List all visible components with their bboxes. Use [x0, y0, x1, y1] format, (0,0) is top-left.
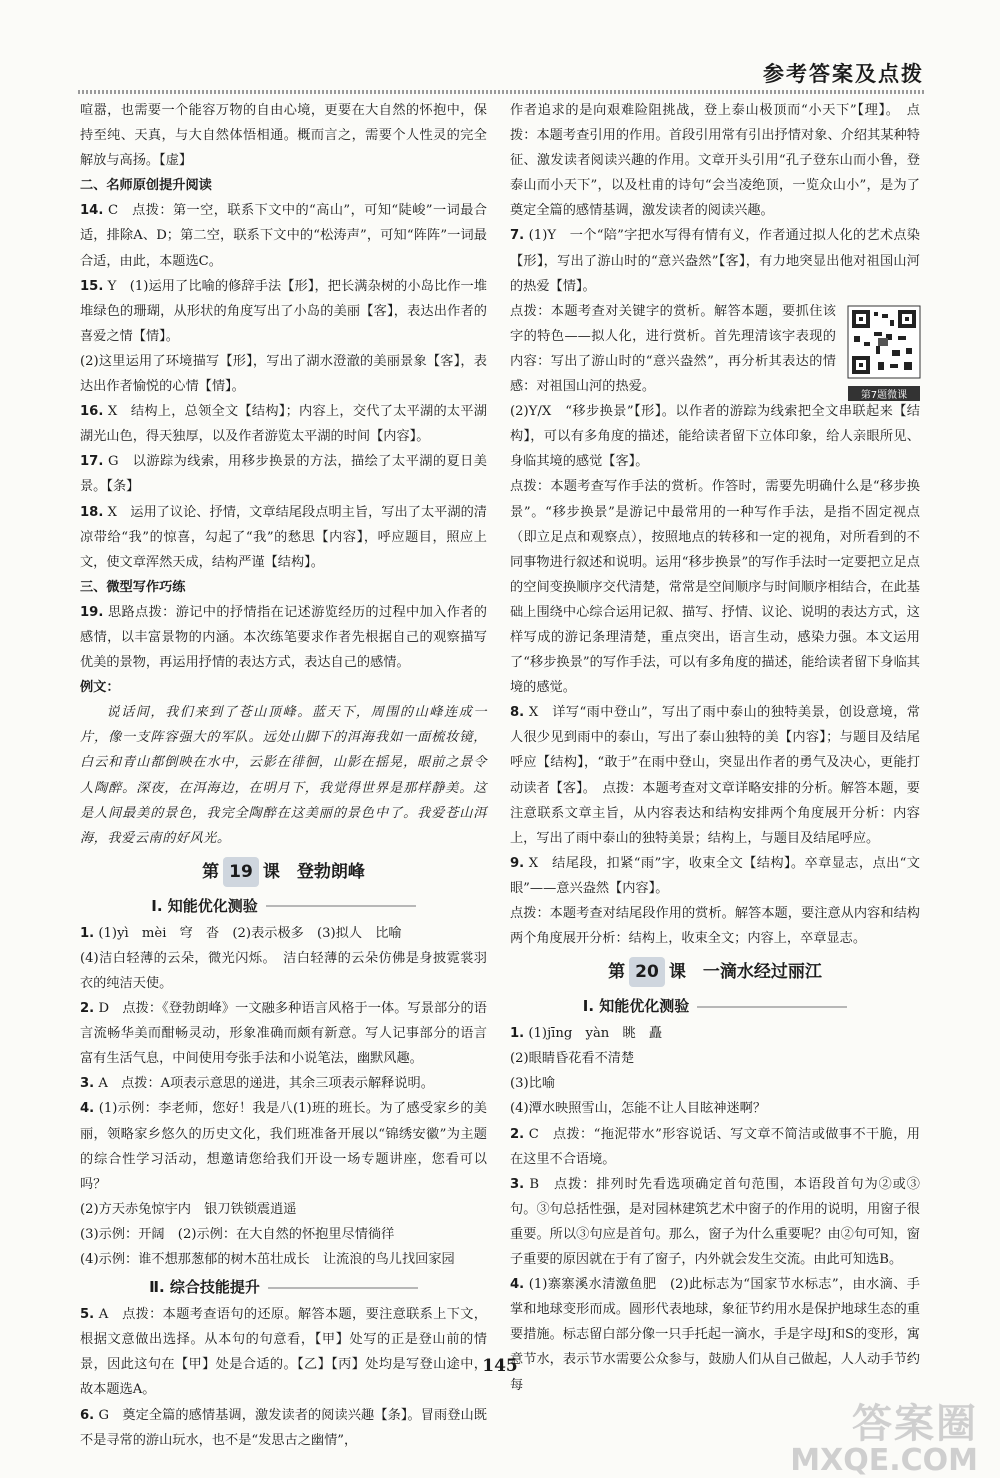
- answer-text: A 点拨：A项表示意思的递进，其余三项表示解释说明。: [98, 1076, 434, 1092]
- answer-number: 4.: [510, 1277, 525, 1293]
- answer-paragraph: (4)示例：谁不想那葱郁的树木茁壮成长 让流浪的鸟儿找回家园: [80, 1252, 455, 1268]
- subsection-heading: [80, 1272, 487, 1302]
- answer-item: [510, 1172, 920, 1272]
- answer-text: X 结构上，总领全文【结构】；内容上，交代了太平湖的太平湖湖光山色，得天独厚，以及作者游览太平湖的时间【内容】。: [80, 404, 487, 445]
- answer-number: 17.: [80, 454, 104, 470]
- lesson-name: 课 一滴水经过丽江: [668, 962, 822, 983]
- answer-number: 2.: [510, 1126, 525, 1142]
- answer-item: [80, 274, 487, 349]
- header-divider: [78, 90, 924, 94]
- answer-item: [80, 399, 487, 449]
- answer-number: 2.: [80, 1001, 95, 1017]
- answer-number: 7.: [510, 228, 525, 244]
- answer-item: [80, 500, 487, 575]
- subsection-label: Ⅰ. 知能优化测验: [151, 896, 258, 915]
- answer-text: D 点拨：《登勃朗峰》一文融多种语言风格于一体。写景部分的语言流畅华美而酣畅灵动，形象准确而颇有新意。写人记事部分的语言富有生活气息，中间使用夸张手法和小说笔法，幽默风趣。: [80, 1001, 487, 1067]
- qr-caption: 第7题微课: [848, 386, 920, 401]
- answer-item: [80, 996, 487, 1071]
- page-header: [78, 58, 924, 88]
- right-column: [510, 98, 920, 1393]
- qr-code-icon: [848, 306, 920, 380]
- answer-item: [80, 1302, 487, 1402]
- answer-number: 4.: [80, 1101, 95, 1117]
- answer-paragraph: (4)潭水映照雪山，怎能不让人目眩神迷啊？: [510, 1101, 767, 1117]
- answer-paragraph: 点拨：本题考查对结尾段作用的赏析。解答本题，要注意从内容和结构两个角度展开分析：结构上，收束全文；内容上，卒章显志。: [510, 906, 920, 947]
- answer-number: 3.: [80, 1076, 95, 1092]
- answer-number: 5.: [80, 1307, 95, 1323]
- answer-text: (1)yì mèi 穹 沓 (2)表示极多 (3)拟人 比喻: [98, 925, 402, 941]
- watermark-logo: [790, 1392, 978, 1478]
- lesson-prefix: 第: [202, 861, 220, 882]
- answer-number: 3.: [510, 1176, 525, 1192]
- example-essay: 说话间，我们来到了苍山顶峰。蓝天下，周围的山峰连成一片，像一支阵容强大的军队。远处山脚下的洱海我如一面梳妆镜，白云和青山都倒映在水中，云影在徘徊，山影在摇晃，眼前之景令人陶醉。深夜，在洱海边，在明月下，我觉得世界是那样静美。这是人间最美的景色，我完全陶醉在这美丽的景色中了。我爱苍山洱海，我爱云南的好风光。: [80, 705, 487, 846]
- answer-text: G 奠定全篇的感情基调，激发读者的阅读兴趣【条】。冒雨登山既不是寻常的游山玩水，也不是“发思古之幽情”，: [80, 1407, 487, 1448]
- answer-item: [510, 700, 920, 851]
- answer-paragraph: 点拨：本题考查写作手法的赏析。作答时，需要先明确什么是“移步换景”。“移步换景”是游记中最常用的一种写作手法，是指不固定视点（即立足点和观察点），按照地点的转移和一定的视角，对所看到的不同事物进行叙述和说明。运用“移步换景”的写作手法时一定要把立足点的空间变换顺序交代清楚，常常是空间顺序与时间顺序相结合，在此基础上围绕中心综合运用记叙、描写、抒情、议论、说明的表达方式，这样写成的游记条理清楚，重点突出，语言生动，感染力强。本文运用了“移步换景”的写作手法，可以有多角度的描述，能给读者留下身临其境的感觉。: [510, 479, 920, 696]
- answer-text: (1)Y 一个“陪”字把水写得有情有义，作者通过拟人化的艺术点染【形】，写出了游山时的“意兴盎然”【客】，有力地突显出他对祖国山河的热爱【情】。: [510, 228, 920, 294]
- subsection-rule: [266, 905, 416, 907]
- answer-paragraph: (2)眼睛昏花看不清楚: [510, 1051, 635, 1067]
- lesson-name: 课 登勃朗峰: [262, 861, 365, 882]
- answer-paragraph: (2)这里运用了环境描写【形】，写出了湖水澄澈的美丽景象【客】，表达出作者愉悦的心情【情】。: [80, 353, 487, 395]
- answer-number: 14.: [80, 203, 104, 219]
- subsection-heading: [80, 891, 487, 921]
- page-number: 145: [482, 1356, 518, 1376]
- answer-number: 9.: [510, 855, 525, 871]
- answer-paragraph: 作者追求的是向艰难险阻挑战，登上泰山极顶而“小天下”【理】。 点拨：本题考查引用的作用。首段引用常有引出抒情对象、介绍其某种特征、激发读者阅读兴趣的作用。文章开头引用“孔子登东山而小鲁，登泰山而小天下”，以及杜甫的诗句“会当凌绝顶，一览众山小”，是为了奠定全篇的感情基调，激发读者的阅读兴趣。: [510, 103, 920, 219]
- answer-paragraph: (3)示例：开阔 (2)示例：在大自然的怀抱里尽情徜徉: [80, 1226, 395, 1242]
- answer-text: 思路点拨：游记中的抒情指在记述游览经历的过程中加入作者的感情，以丰富景物的内涵。本次练笔要求作者先根据自己的观察描写优美的景物，再运用抒情的表达方式，表达自己的感情。: [80, 604, 487, 671]
- left-column: [80, 98, 487, 1448]
- lesson-title: [80, 857, 487, 887]
- answer-number: 1.: [510, 1026, 525, 1042]
- answer-text: X 结尾段，扣紧“雨”字，收束全文【结构】。卒章显志，点出“文眼”——意兴盎然【内容】。: [510, 855, 920, 896]
- answer-item: [80, 921, 487, 946]
- answer-number: 18.: [80, 504, 104, 520]
- subsection-label: Ⅱ. 综合技能提升: [149, 1278, 260, 1297]
- answer-text: B 点拨：排列时先看选项确定首句范围，本语段首句为②或③句。③句总括性强，是对园林建筑艺术中窗子的作用的说明，用窗子很重要。所以③句应是首句。那么，窗子为什么重要呢？由②句可知，窗子重要的原因就在于有了窗子，内外就会发生交流。由此可知选B。: [510, 1176, 920, 1268]
- answer-paragraph: 点拨：本题考查对关键字的赏析。解答本题，要抓住该字的特色——拟人化，进行赏析。首先理清该字表现的内容：写出了游山时的“意兴盎然”，再分析其表达的情感：对祖国山河的热爱。: [510, 303, 836, 395]
- lesson-number: 20: [629, 957, 665, 987]
- lesson-title: [510, 957, 920, 987]
- answer-text: (1)示例：李老师，您好！我是八(1)班的班长。为了感受家乡的美丽，领略家乡悠久的历史文化，我们班准备开展以“锦绣安徽”为主题的综合性学习活动，想邀请您给我们开设一场专题讲座，您看可以吗？: [80, 1101, 487, 1192]
- answer-text: A 点拨：本题考查语句的还原。解答本题，要注意联系上下文，根据文意做出选择。从本句的句意看，【甲】处写的正是登山前的情景，因此这句在【甲】处是合适的。【乙】【丙】处均是写登山途中，故本题选A。: [80, 1307, 487, 1398]
- answer-text: X 详写“雨中登山”，写出了雨中泰山的独特美景，创设意境，常人很少见到雨中的泰山，写出了泰山独特的美【内容】；与题目及结尾呼应【结构】，“敢于”在雨中登山，突显出作者的勇气及决心，更能打动读者【客】。 点拨：本题考查对文章详略安排的分析。解答本题，要注意联系文章主旨，从内容表达和结构安排两个角度展开分析：内容上，写出了雨中泰山的独特美景；结构上，与题目及结尾呼应。: [510, 705, 920, 846]
- answer-text: (1)寨寨溪水清激鱼肥 (2)此标志为“国家节水标志”，由水滴、手掌和地球变形而成。圆形代表地球，象征节约用水是保护地球生态的重要措施。标志留白部分像一只手托起一滴水，手是字母J和S的变形，寓意节水，表示节水需要公众参与，鼓励人们从自己做起，人人动手节约每: [510, 1277, 920, 1393]
- answer-item: [80, 600, 487, 675]
- answer-item: [510, 851, 920, 901]
- watermark-line2: MXQE.COM: [790, 1443, 978, 1478]
- answer-number: 15.: [80, 278, 104, 294]
- answer-item: [510, 1021, 920, 1046]
- section-heading: 三、微型写作巧练: [80, 579, 186, 595]
- answer-item: [80, 198, 487, 273]
- subsection-heading: [510, 991, 920, 1021]
- subsection-label: Ⅰ. 知能优化测验: [582, 997, 690, 1016]
- answer-item: [510, 1122, 920, 1172]
- answer-item: [80, 1071, 487, 1096]
- section-heading: 例文：: [80, 680, 120, 696]
- answer-text: X 运用了议论、抒情，文章结尾段点明主旨，写出了太平湖的清凉带给“我”的惊喜，勾起了“我”的愁思【内容】，呼应题目，照应上文，使文章浑然天成，结构严谨【结构】。: [80, 504, 487, 570]
- answer-text: C 点拨：“拖泥带水”形容说话、写文章不简洁或做事不干脆，用在这里不合语境。: [510, 1126, 920, 1167]
- answer-item: [80, 449, 487, 499]
- lesson-number: 19: [223, 857, 259, 887]
- answer-text: Y (1)运用了比喻的修辞手法【形】，把长满杂树的小岛比作一堆堆绿色的珊瑚，从形状的角度写出了小岛的美丽【客】，表达出作者的喜爱之情【情】。: [80, 278, 487, 344]
- answer-paragraph: (2)方天赤兔惊宇内 银刀铁锁震逍遥: [80, 1201, 297, 1217]
- answer-number: 16.: [80, 404, 104, 420]
- qr-code-block[interactable]: [848, 306, 920, 400]
- lesson-prefix: 第: [608, 962, 626, 983]
- answer-item: [510, 1272, 920, 1397]
- answer-item: [80, 1096, 487, 1196]
- answer-text: (1)jīng yàn 眺 矗: [528, 1026, 663, 1042]
- answer-item: [80, 1403, 487, 1453]
- answer-item: [510, 223, 920, 298]
- subsection-rule: [268, 1287, 418, 1289]
- answer-text: C 点拨：第一空，联系下文中的“高山”，可知“陡峻”一词最合适，排除A、D；第二空，联系下文中的“松涛声”，可知“阵阵”一词最合适，由此，本题选C。: [80, 203, 487, 269]
- answer-paragraph: (4)洁白轻薄的云朵，微光闪烁。 洁白轻薄的云朵仿佛是身披霓裳羽衣的纯洁天使。: [80, 950, 487, 991]
- watermark-line1: 答案圈: [852, 1401, 978, 1447]
- answer-paragraph: (2)Y/X “移步换景”【形】。以作者的游踪为线索把全文串联起来【结构】，可以有多角度的描述，能给读者留下立体印象，给人亲眼所见、身临其境的感觉【客】。: [510, 404, 920, 470]
- answer-text: G 以游踪为线索，用移步换景的方法，描绘了太平湖的夏日美景。【条】: [80, 454, 487, 495]
- answer-paragraph: 喧嚣，也需要一个能容万物的自由心境，更要在大自然的怀抱中，保持至纯、天真，与大自然体悟相通。概而言之，需要个人性灵的完全解放与高扬。【虚】: [80, 103, 487, 169]
- answer-paragraph: (3)比喻: [510, 1076, 556, 1092]
- answer-number: 1.: [80, 925, 95, 941]
- section-heading: 二、名师原创提升阅读: [80, 178, 212, 194]
- header-title: 参考答案及点拨: [763, 62, 924, 86]
- subsection-rule: [697, 1006, 847, 1008]
- answer-number: 19.: [80, 604, 104, 620]
- answer-number: 8.: [510, 705, 525, 721]
- answer-number: 6.: [80, 1407, 95, 1423]
